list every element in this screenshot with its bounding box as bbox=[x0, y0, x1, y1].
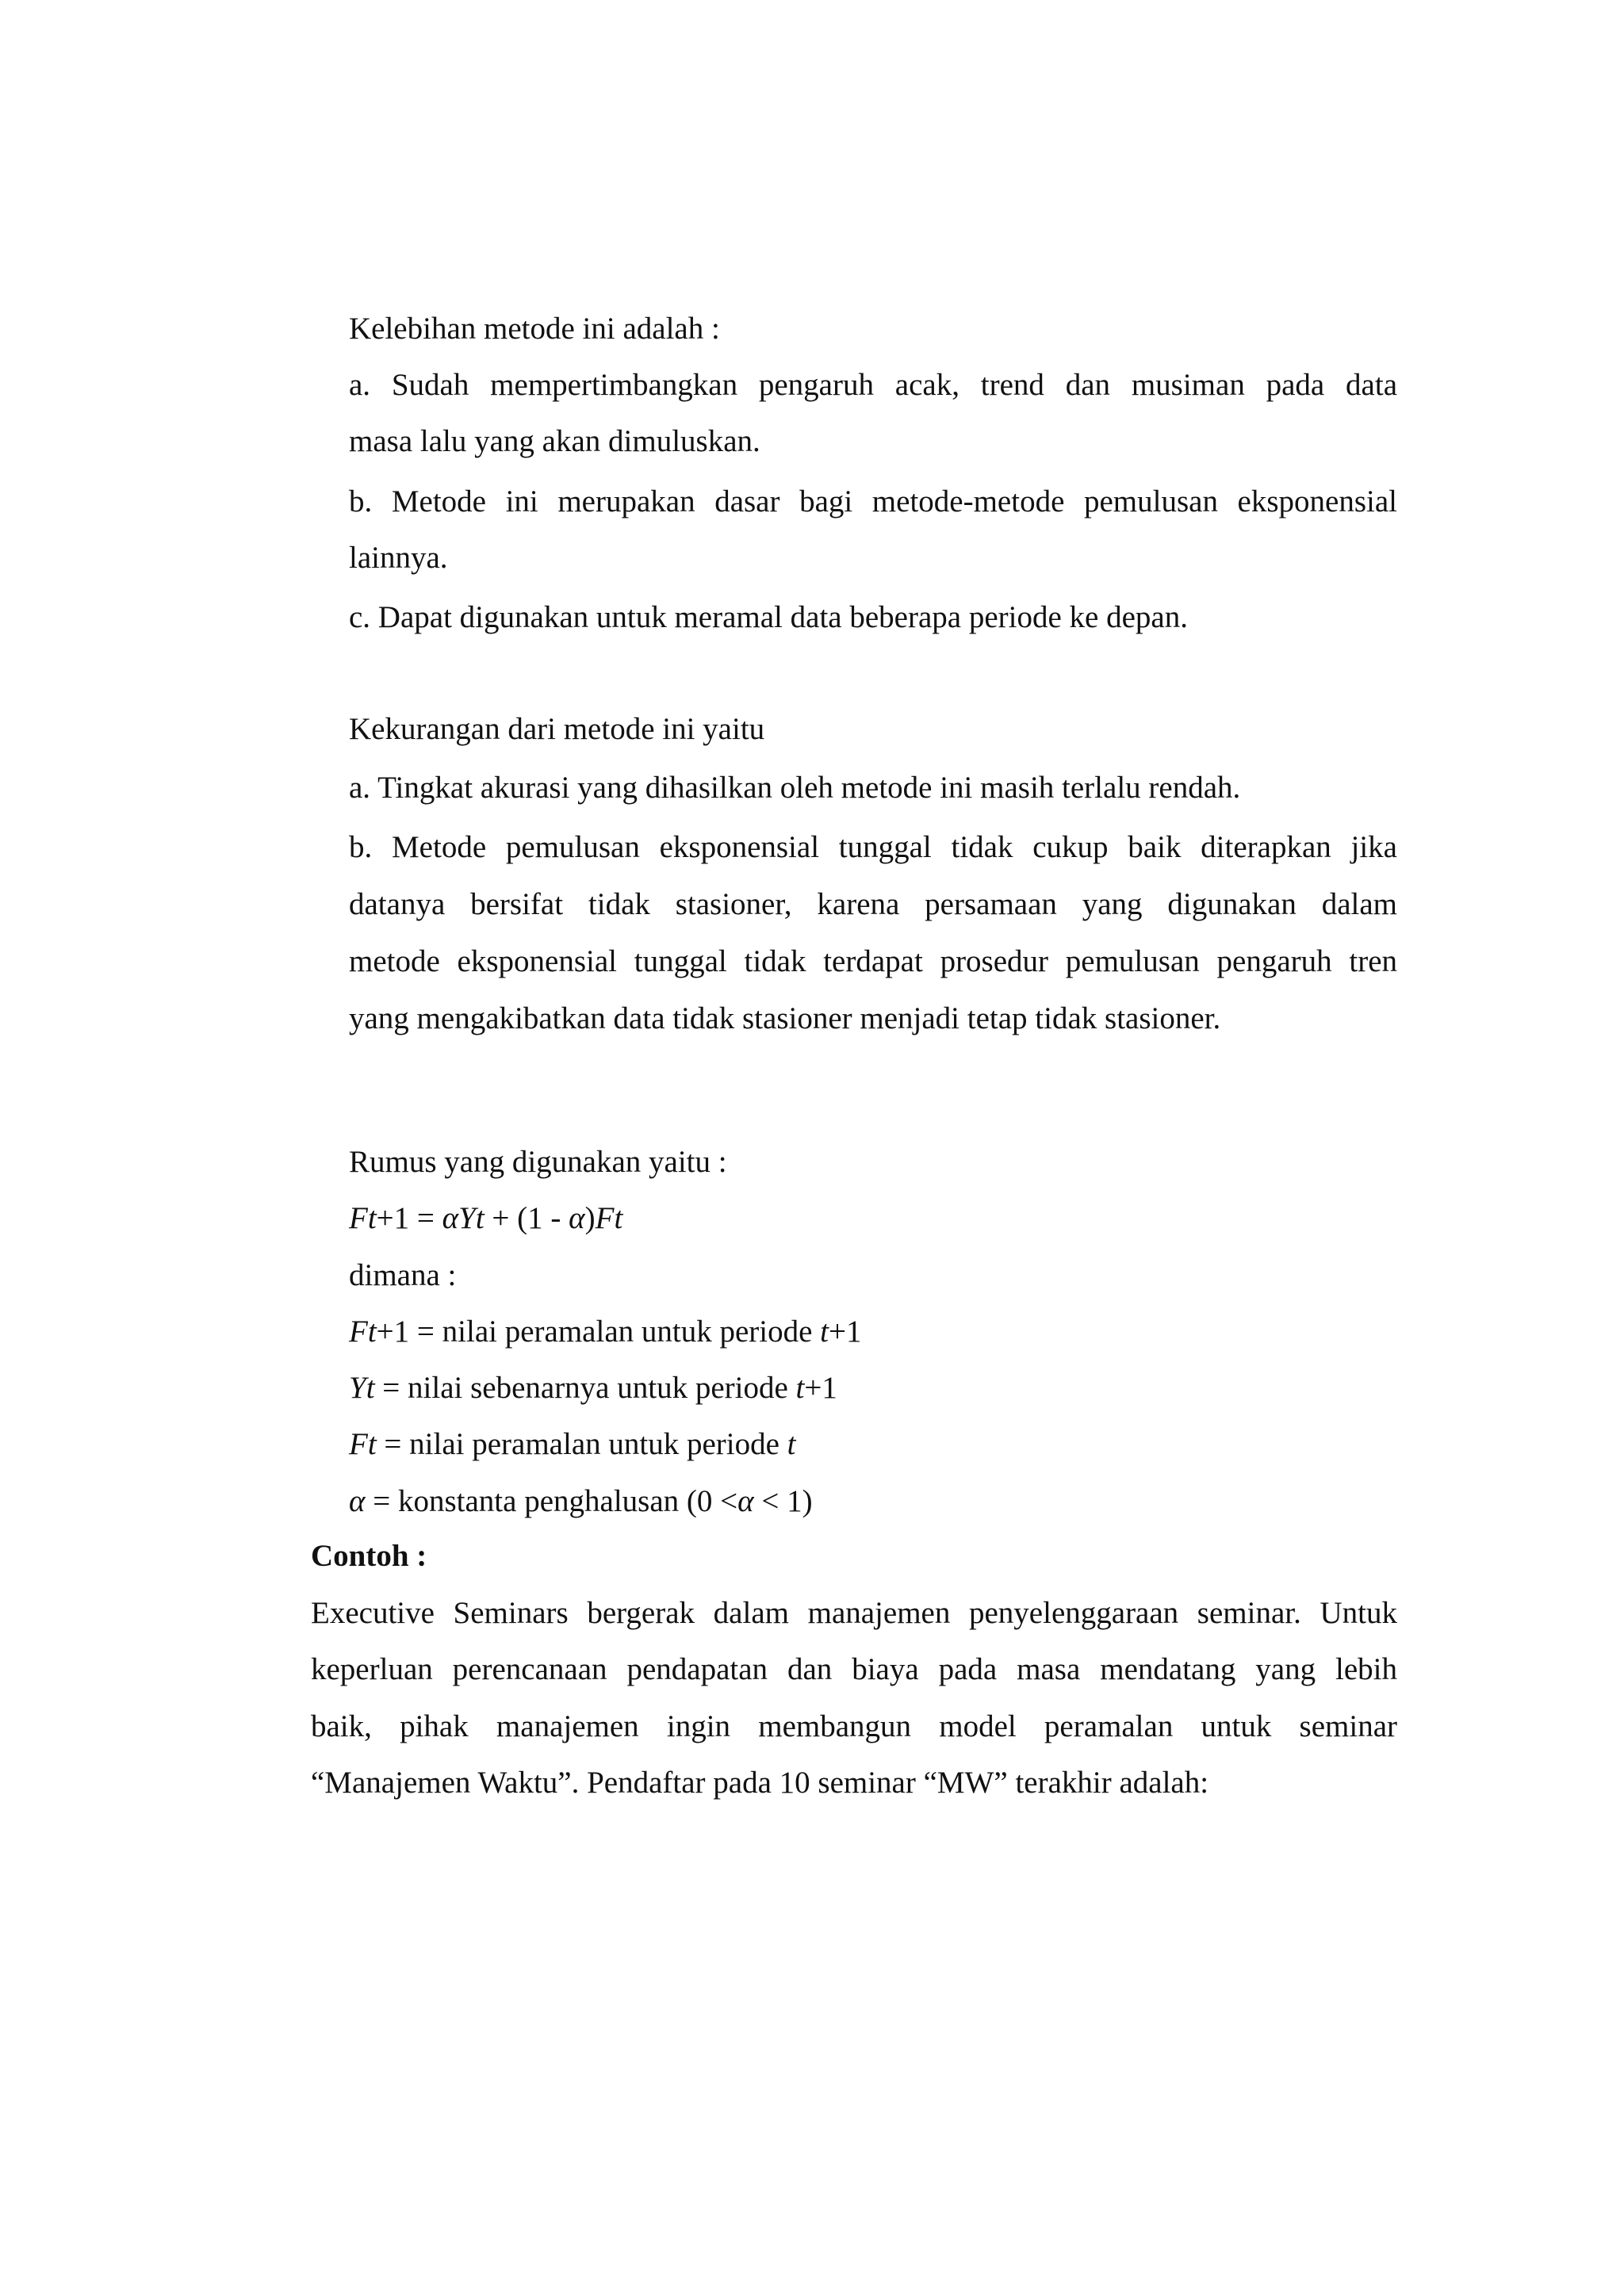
def-suffix: +1 bbox=[829, 1314, 862, 1349]
advantages-heading: Kelebihan metode ini adalah : bbox=[349, 312, 720, 346]
disadvantage-b-line2: datanya bersifat tidak stasioner, karena persamaan yang digunakan dalam bbox=[349, 887, 1397, 921]
formula-def-alpha bbox=[349, 1483, 813, 1521]
def-symbol: Ft bbox=[349, 1314, 377, 1349]
def-text: = konstanta penghalusan (0 < bbox=[365, 1484, 738, 1518]
formula-heading: Rumus yang digunakan yaitu : bbox=[349, 1145, 727, 1179]
formula-def-ft1 bbox=[349, 1313, 862, 1351]
disadvantage-b-line4: yang mengakibatkan data tidak stasioner menjadi tetap tidak stasioner. bbox=[349, 1001, 1221, 1035]
advantage-c-line1: c. Dapat digunakan untuk meramal data beberapa periode ke depan. bbox=[349, 600, 1188, 634]
disadvantage-a-line1: a. Tingkat akurasi yang dihasilkan oleh metode ini masih terlalu rendah. bbox=[349, 771, 1241, 805]
eq-part-one-minus: + (1 - bbox=[484, 1201, 569, 1235]
def-text: = nilai peramalan untuk periode bbox=[376, 1427, 787, 1461]
advantage-b-line1: b. Metode ini merupakan dasar bagi metode-metode pemulusan eksponensial bbox=[349, 484, 1397, 519]
example-line1: Executive Seminars bergerak dalam manajemen penyelenggaraan seminar. Untuk bbox=[311, 1596, 1397, 1630]
formula-def-ft bbox=[349, 1425, 796, 1464]
formula-where: dimana : bbox=[349, 1258, 457, 1292]
def-symbol: Yt bbox=[349, 1371, 375, 1405]
advantage-a-line1: a. Sudah mempertimbangkan pengaruh acak, trend dan musiman pada data bbox=[349, 368, 1397, 402]
eq-part-alpha-yt: αYt bbox=[442, 1201, 485, 1235]
example-line3: baik, pihak manajemen ingin membangun model peramalan untuk seminar bbox=[311, 1709, 1397, 1743]
def-variable: t bbox=[787, 1427, 796, 1461]
eq-part-ft2: Ft bbox=[595, 1201, 623, 1235]
disadvantage-b-line1: b. Metode pemulusan eksponensial tunggal tidak cukup baik diterapkan jika bbox=[349, 830, 1397, 864]
def-variable: α bbox=[737, 1484, 754, 1518]
def-suffix: < 1) bbox=[753, 1484, 813, 1518]
formula-equation bbox=[349, 1200, 622, 1238]
def-suffix: +1 bbox=[804, 1371, 837, 1405]
disadvantages-heading: Kekurangan dari metode ini yaitu bbox=[349, 712, 765, 746]
eq-part-paren: ) bbox=[584, 1201, 596, 1235]
example-heading: Contoh : bbox=[311, 1539, 427, 1573]
formula-def-yt bbox=[349, 1369, 837, 1407]
eq-part-alpha: α bbox=[569, 1201, 585, 1235]
example-line2: keperluan perencanaan pendapatan dan biaya pada masa mendatang yang lebih bbox=[311, 1652, 1397, 1686]
def-text: +1 = nilai peramalan untuk periode bbox=[376, 1314, 821, 1349]
def-text: = nilai sebenarnya untuk periode bbox=[374, 1371, 796, 1405]
def-variable: t bbox=[795, 1371, 805, 1405]
def-symbol: Ft bbox=[349, 1427, 377, 1461]
advantage-b-line2: lainnya. bbox=[349, 541, 448, 575]
advantage-a-line2: masa lalu yang akan dimuluskan. bbox=[349, 424, 760, 458]
example-line4: “Manajemen Waktu”. Pendaftar pada 10 seminar “MW” terakhir adalah: bbox=[311, 1766, 1209, 1800]
disadvantage-b-line3: metode eksponensial tunggal tidak terdapat prosedur pemulusan pengaruh tren bbox=[349, 944, 1397, 978]
def-variable: t bbox=[820, 1314, 829, 1349]
def-symbol: α bbox=[349, 1484, 366, 1518]
eq-part-plus1: +1 = bbox=[376, 1201, 442, 1235]
eq-part-ft1: Ft bbox=[349, 1201, 377, 1235]
